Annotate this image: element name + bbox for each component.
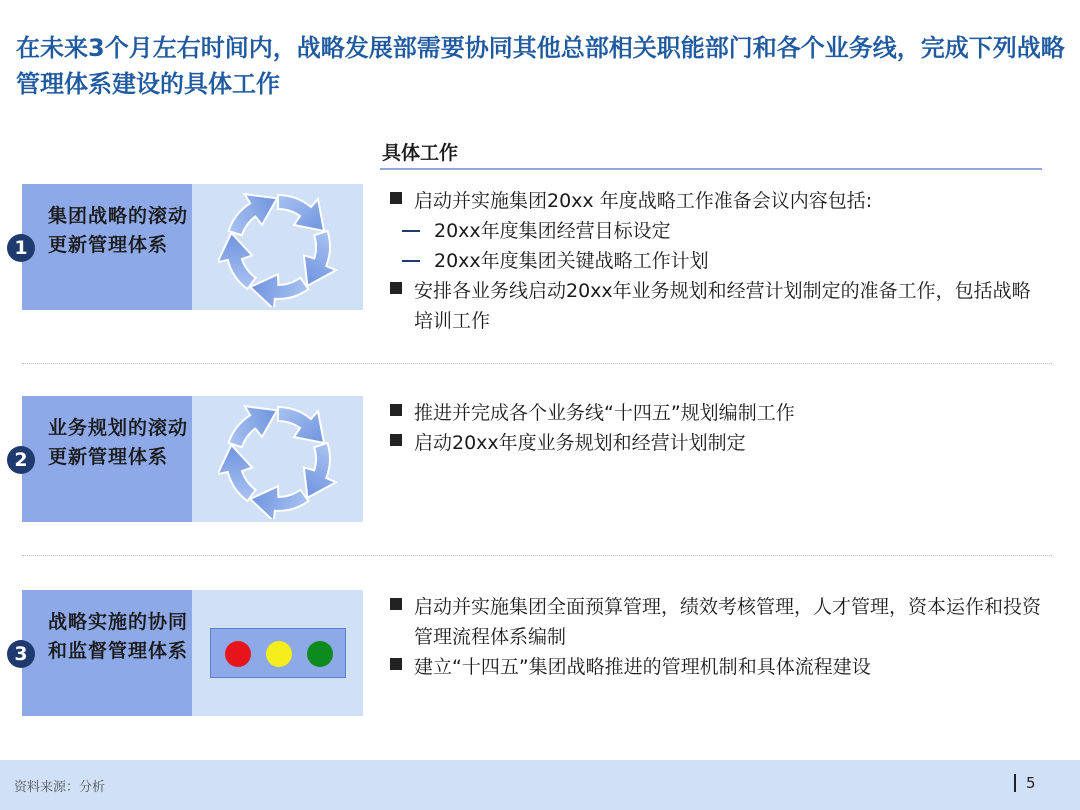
list-item: 安排各业务线启动20xx年业务规划和经营计划制定的准备工作，包括战略培训工作: [388, 276, 1048, 336]
section-label-box: [22, 590, 192, 716]
section-business-planning: [0, 396, 1080, 536]
section-strategy-rolling-update: [0, 184, 1080, 332]
page-number: 5: [1014, 774, 1036, 792]
list-item: 启动并实施集团全面预算管理，绩效考核管理，人才管理，资本运作和投资管理流程体系编制: [388, 592, 1048, 652]
bullet-square-icon: [390, 658, 402, 670]
list-item: 建立“十四五”集团战略推进的管理机制和具体流程建设: [388, 652, 1048, 682]
work-column-header: 具体工作: [380, 140, 1042, 170]
section-work-list: [388, 592, 1048, 682]
section-icon-box: [192, 184, 363, 310]
section-divider: [22, 555, 1052, 556]
section-label-box: [22, 184, 192, 310]
cycle-arrows-icon: [218, 399, 338, 519]
section-number-badge: 2: [7, 446, 35, 474]
list-subitem: 20xx年度集团经营目标设定: [388, 216, 1048, 246]
section-number-badge: 3: [7, 640, 35, 668]
footer-bar: [0, 760, 1080, 810]
section-label: 集团战略的滚动更新管理体系: [48, 205, 189, 256]
traffic-light-icon: [210, 628, 346, 678]
section-divider: [22, 363, 1052, 364]
bullet-square-icon: [390, 192, 402, 204]
section-icon-box: [192, 396, 363, 522]
page-title: 在未来3个月左右时间内，战略发展部需要协同其他总部相关职能部门和各个业务线，完成下列战略管理体系建设的具体工作: [16, 34, 1065, 98]
section-label-box: [22, 396, 192, 522]
dash-icon: [402, 260, 420, 262]
source-note: 资料来源：分析: [14, 780, 106, 795]
bullet-square-icon: [390, 598, 402, 610]
green-light-icon: [307, 641, 333, 667]
list-item: 启动并实施集团20xx 年度战略工作准备会议内容包括:: [388, 186, 1048, 216]
section-execution-supervision: [0, 590, 1080, 730]
section-label: 业务规划的滚动更新管理体系: [48, 417, 189, 468]
list-item: 推进并完成各个业务线“十四五”规划编制工作: [388, 398, 1048, 428]
list-item: 启动20xx年度业务规划和经营计划制定: [388, 428, 1048, 458]
yellow-light-icon: [266, 641, 292, 667]
bullet-square-icon: [390, 282, 402, 294]
bullet-square-icon: [390, 404, 402, 416]
red-light-icon: [225, 641, 251, 667]
section-label: 战略实施的协同和监督管理体系: [48, 611, 189, 662]
section-work-list: [388, 398, 1048, 458]
list-subitem: 20xx年度集团关键战略工作计划: [388, 246, 1048, 276]
cycle-arrows-icon: [218, 187, 338, 307]
section-number-badge: 1: [7, 234, 35, 262]
section-icon-box: [192, 590, 363, 716]
bullet-square-icon: [390, 434, 402, 446]
dash-icon: [402, 230, 420, 232]
section-work-list: [388, 186, 1048, 336]
